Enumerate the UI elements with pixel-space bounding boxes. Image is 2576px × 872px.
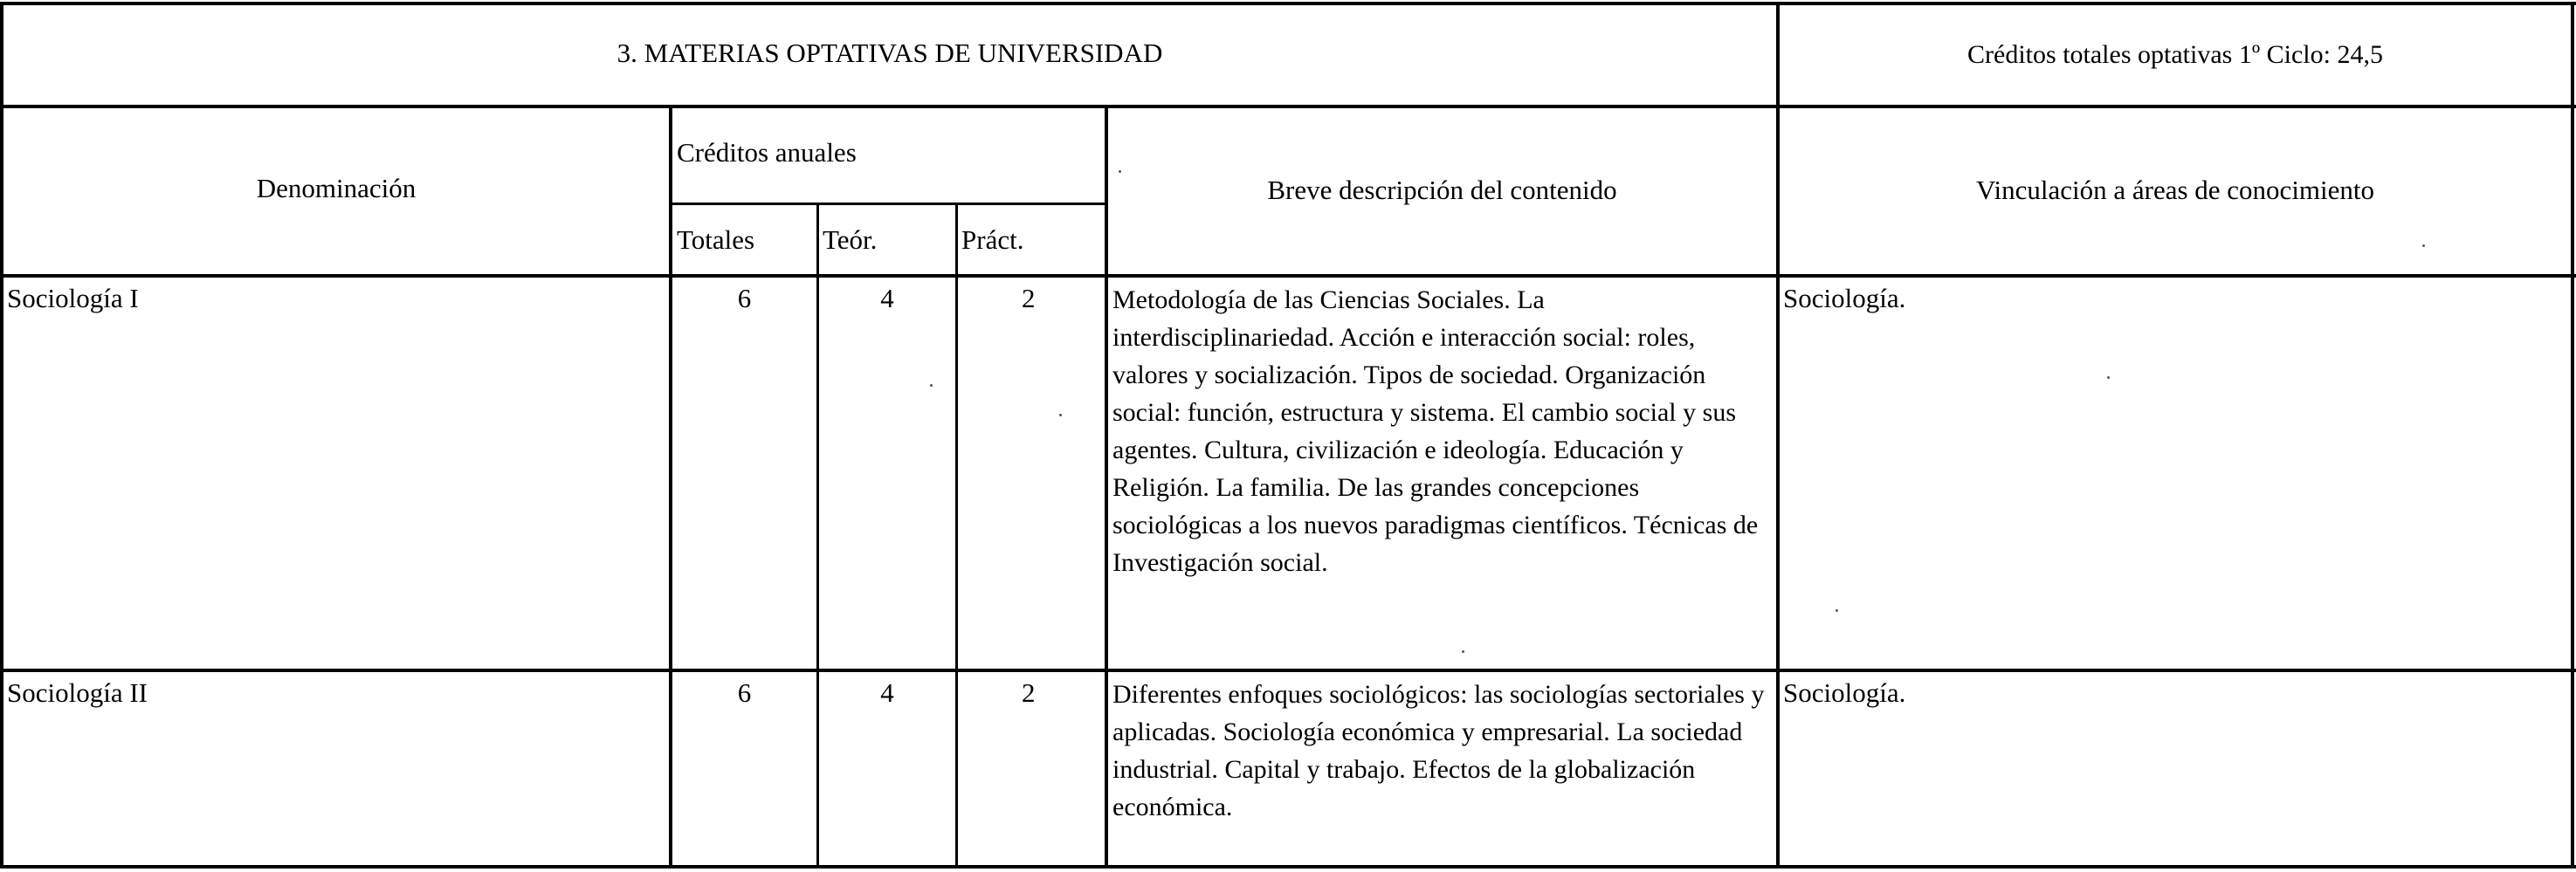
total-credits-label: Créditos totales optativas 1º Ciclo: 24,5	[1967, 40, 2383, 69]
header-row-divider	[0, 274, 2576, 278]
column-header-description: Breve descripción del contenido	[1267, 175, 1617, 205]
table-border-right	[2571, 2, 2574, 869]
scan-speck	[1119, 170, 1121, 173]
scan-speck	[2107, 376, 2110, 379]
column-header-areas: Vinculación a áreas de conocimiento	[1975, 175, 2375, 205]
col-divider-name	[669, 105, 672, 869]
table-row-1-practice: 2	[1022, 283, 1036, 313]
column-header-theory: Teór.	[823, 224, 878, 255]
col-divider-theory	[955, 203, 958, 869]
table-row-1-area: Sociología.	[1783, 283, 1906, 313]
scan-speck	[2422, 244, 2425, 247]
table-row-2-name: Sociología II	[7, 677, 148, 708]
col-divider-description	[1105, 105, 1108, 869]
col-divider-areas	[1776, 2, 1780, 869]
table-border-top	[0, 2, 2576, 5]
scan-speck	[1462, 650, 1464, 653]
table-row-2-totals: 6	[737, 677, 752, 708]
column-header-totals: Totales	[677, 224, 755, 255]
scan-speck	[1059, 414, 1062, 416]
table-row-2-theory: 4	[880, 677, 894, 708]
row-divider	[0, 669, 2576, 672]
column-header-name: Denominación	[256, 173, 417, 203]
column-header-credits-group: Créditos anuales	[677, 137, 857, 168]
header-divider	[0, 105, 2576, 108]
table-row-2-practice: 2	[1022, 677, 1036, 708]
column-header-practice: Práct.	[961, 224, 1024, 255]
credits-subheader-divider	[671, 203, 1106, 205]
table-row-1-theory: 4	[880, 283, 894, 313]
table-row-2-description: Diferentes enfoques sociológicos: las sociologías sectoriales y aplicadas. Sociología económica y empresarial. La sociedad industrial. Capital y trabajo. Efectos de la globalización económica.	[1112, 680, 1765, 821]
scan-speck	[930, 384, 933, 387]
table-row-1-description: Metodología de las Ciencias Sociales. La interdisciplinariedad. Acción e interacción social: roles, valores y socialización. Tipos de sociedad. Organización social: función, estructura y sistema. El cambio social y sus agentes. Cultura, civilización e ideología. Educación y Religión. La familia. De las grandes concepciones sociológicas a los nuevos paradigmas científicos. Técnicas de Investigación social.	[1112, 285, 1759, 577]
table-border-bottom	[0, 865, 2576, 869]
section-title: 3. MATERIAS OPTATIVAS DE UNIVERSIDAD	[616, 38, 1163, 68]
table-row-1-name: Sociología I	[7, 283, 139, 313]
table-border-left	[0, 2, 3, 869]
table-row-2-area: Sociología.	[1783, 677, 1906, 708]
scan-speck	[1836, 609, 1838, 612]
table-row-1-totals: 6	[737, 283, 752, 313]
